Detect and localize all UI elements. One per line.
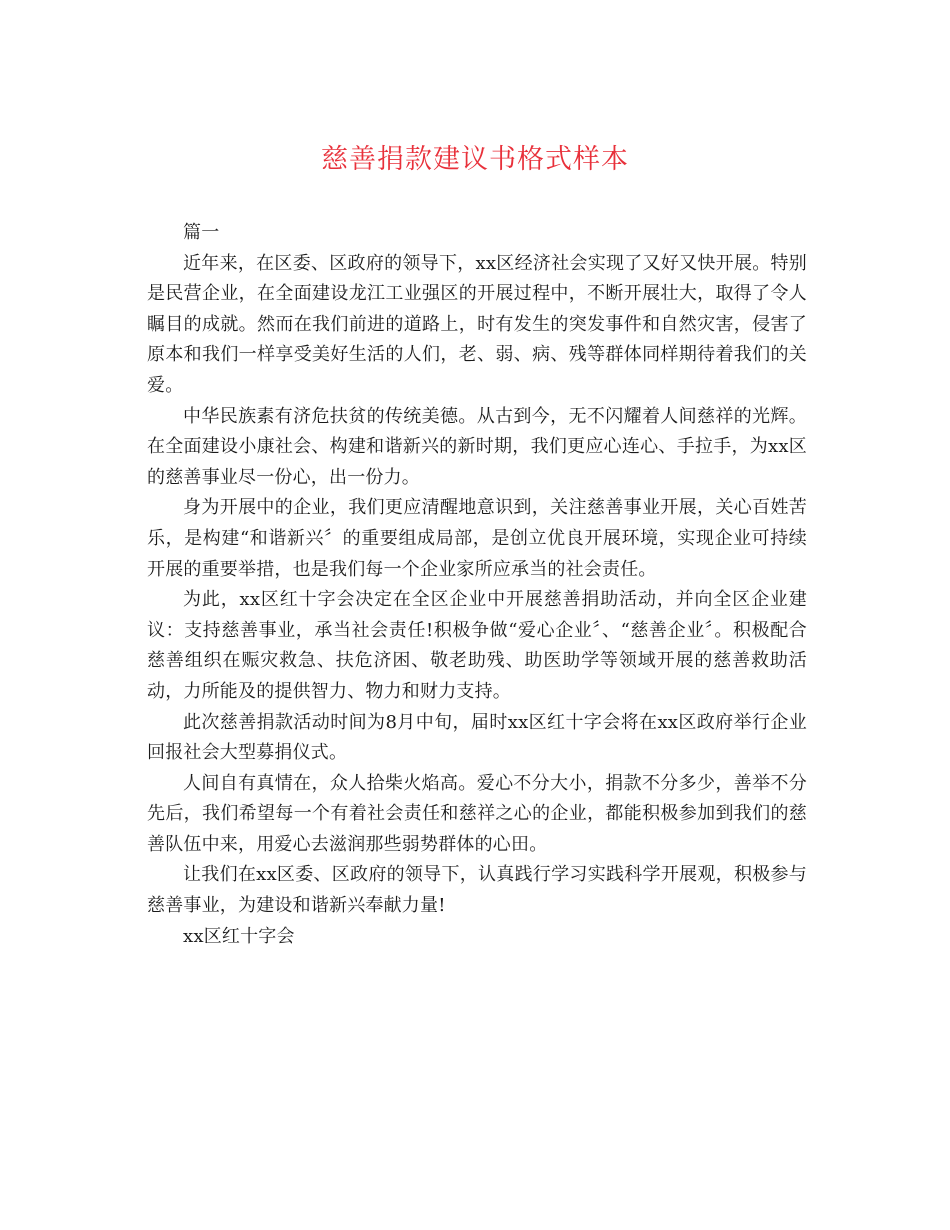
section-heading: 篇一: [183, 222, 220, 243]
document-title: 慈善捐款建议书格式样本: [321, 144, 629, 175]
paragraph-schedule: 此次慈善捐款活动时间为8月中旬，届时xx区红十字会将在xx区政府举行企业回报社会大型募捐仪式。: [147, 711, 807, 764]
paragraph-closing: 让我们在xx区委、区政府的领导下，认真践行学习实践科学开展观，积极参与慈善事业，为建设和谐新兴奉献力量!: [147, 864, 807, 917]
paragraph-tradition: 中华民族素有济危扶贫的传统美德。从古到今，无不闪耀着人间慈祥的光辉。在全面建设小康社会、构建和谐新兴的新时期，我们更应心连心、手拉手，为xx区的慈善事业尽一份心，出一份力。: [147, 405, 807, 488]
paragraph-appeal: 人间自有真情在，众人拾柴火焰高。爱心不分大小，捐款不分多少，善举不分先后，我们希望每一个有着社会责任和慈祥之心的企业，都能积极参加到我们的慈善队伍中来，用爱心去滋润那些弱势群体的心田。: [147, 772, 807, 855]
paragraph-intro: 近年来，在区委、区政府的领导下，xx区经济社会实现了又好又快开展。特别是民营企业，在全面建设龙江工业强区的开展过程中，不断开展壮大，取得了令人瞩目的成就。然而在我们前进的道路上，时有发生的突发事件和自然灾害，侵害了原本和我们一样享受美好生活的人们，老、弱、病、残等群体同样期待着我们的关爱。: [147, 252, 807, 396]
signature: xx区红十字会: [183, 925, 295, 947]
paragraph-proposal: 为此，xx区红十字会决定在全区企业中开展慈善捐助活动，并向全区企业建议：支持慈善事业，承当社会责任!积极争做“爱心企业〞、“慈善企业〞。积极配合慈善组织在赈灾救急、扶危济困、敬老助残、助医助学等领域开展的慈善救助活动，力所能及的提供智力、物力和财力支持。: [147, 589, 807, 702]
paragraph-responsibility: 身为开展中的企业，我们更应清醒地意识到，关注慈善事业开展，关心百姓苦乐，是构建“和谐新兴〞的重要组成局部，是创立优良开展环境，实现企业可持续开展的重要举措，也是我们每一个企业家所应承当的社会责任。: [147, 497, 807, 580]
document-body: [147, 218, 807, 952]
